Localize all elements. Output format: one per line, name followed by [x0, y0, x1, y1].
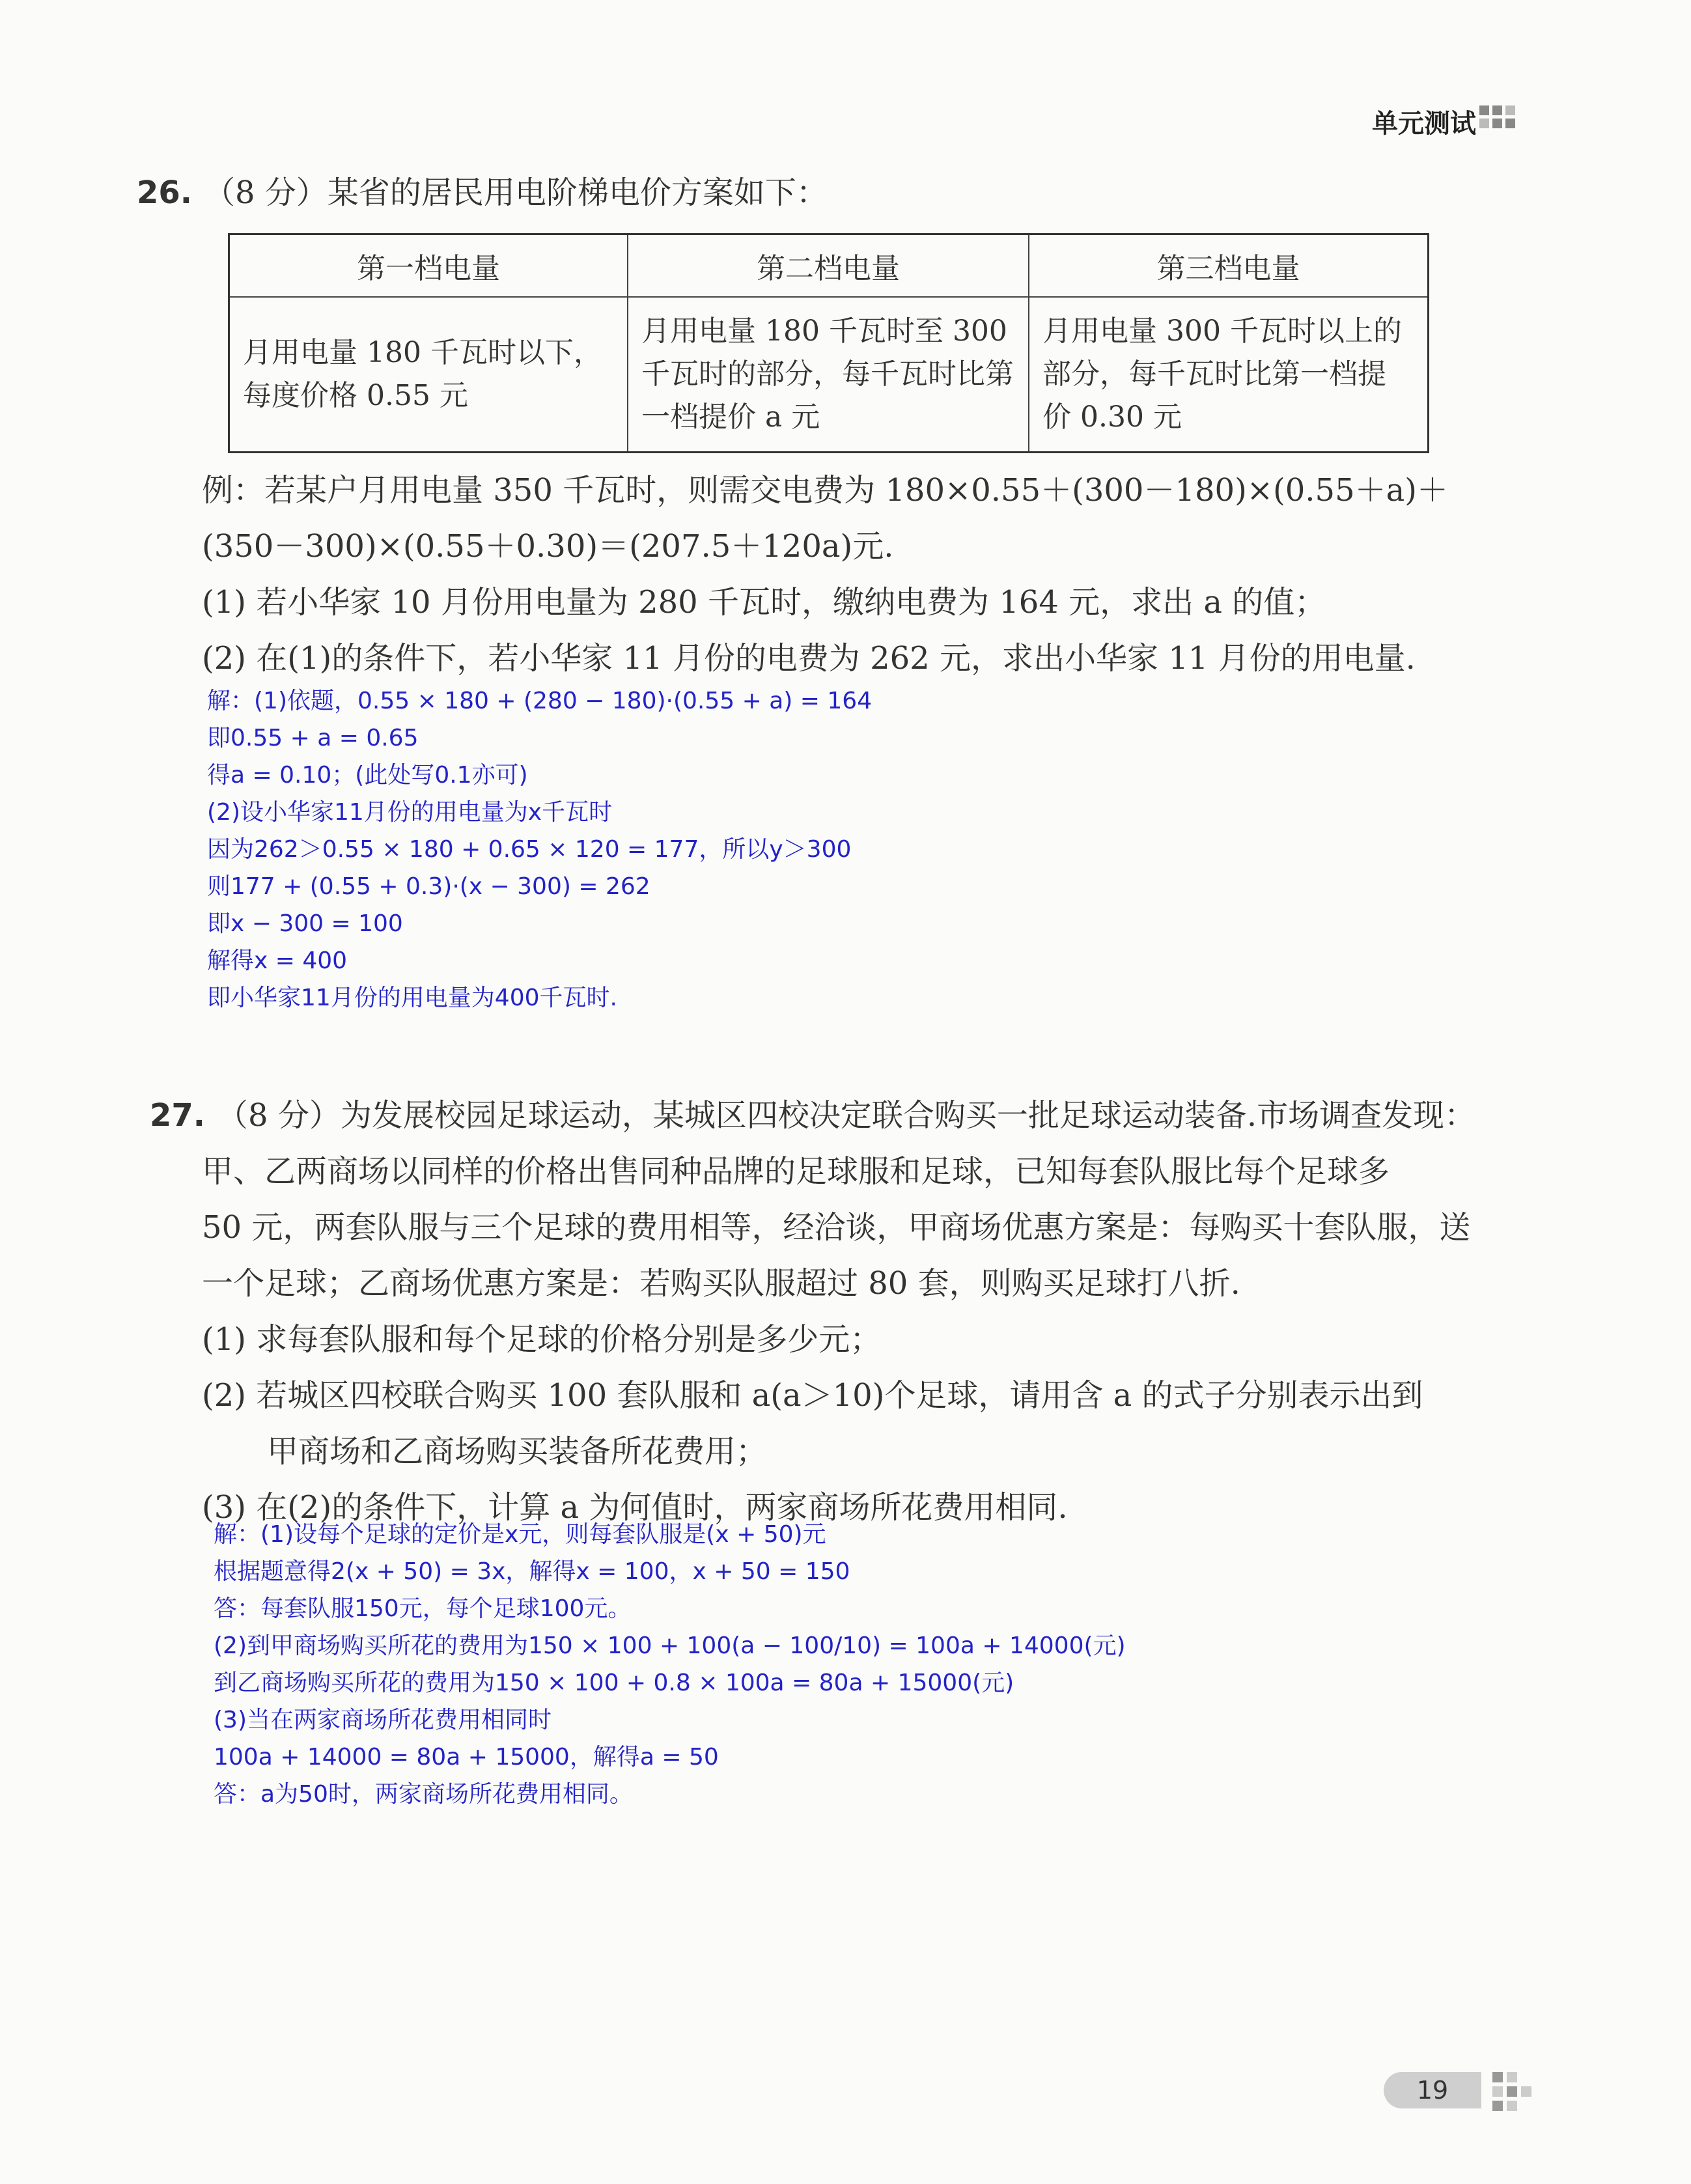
problem-stem: （8 分）某省的居民用电阶梯电价方案如下： — [204, 175, 828, 211]
solution-line: 解：(1)依题，0.55 × 180 + (280 − 180)·(0.55 + a) = 164 — [207, 688, 873, 714]
solution-line: 解：(1)设每个足球的定价是x元，则每套队服是(x + 50)元 — [214, 1521, 826, 1548]
unit-test-header: 单元测试 — [1372, 109, 1476, 139]
solution-26 — [207, 682, 872, 1016]
problem-stem: （8 分）为发展校园足球运动，某城区四校决定联合购买一批足球运动装备.市场调查发现： — [217, 1097, 1476, 1134]
table-row — [229, 297, 1429, 453]
solution-line: 答：每套队服150元，每个足球100元。 — [214, 1595, 632, 1622]
solution-line: 因为262＞0.55 × 180 + 0.65 × 120 = 177，所以y＞300 — [207, 836, 852, 863]
example-line: 例：若某户月用电量 350 千瓦时，则需交电费为 180×0.55＋(300－180)×(0.55＋a)＋ — [202, 472, 1448, 509]
solution-line: (2)设小华家11月份的用电量为x千瓦时 — [207, 799, 613, 826]
problem-27 — [137, 1087, 1476, 1535]
solution-line: 得a = 0.10；(此处写0.1亦可) — [207, 762, 528, 789]
table-cell: 月用电量 180 千瓦时以下，每度价格 0.55 元 — [229, 297, 628, 453]
problem-stem: 甲、乙两商场以同样的价格出售同种品牌的足球服和足球，已知每套队服比每个足球多 — [202, 1153, 1390, 1190]
page-number: 19 — [1384, 2072, 1481, 2108]
solution-27 — [214, 1516, 1126, 1813]
solution-line: 根据题意得2(x + 50) = 3x，解得x = 100，x + 50 = 150 — [214, 1558, 850, 1585]
table-header: 第一档电量 — [229, 234, 628, 298]
question-3: (3) 在(2)的条件下，计算 a 为何值时，两家商场所花费用相同. — [202, 1489, 1068, 1526]
problem-26 — [137, 166, 1476, 219]
problem-number: 26. — [137, 175, 193, 211]
solution-line: 到乙商场购买所花的费用为150 × 100 + 0.8 × 100a = 80a + 15000(元) — [214, 1670, 1014, 1696]
example-line: (350－300)×(0.55＋0.30)＝(207.5＋120a)元. — [202, 528, 894, 565]
tariff-table — [228, 233, 1429, 453]
problem-number: 27. — [150, 1097, 206, 1134]
solution-line: (2)到甲商场购买所花的费用为150 × 100 + 100(a − 100/10) = 100a + 14000(元) — [214, 1632, 1126, 1659]
problem-stem: 50 元，两套队服与三个足球的费用相等，经洽谈，甲商场优惠方案是：每购买十套队服，送 — [202, 1209, 1471, 1246]
solution-line: 解得x = 400 — [207, 947, 348, 974]
header-decoration-icon — [1479, 105, 1515, 128]
table-header: 第三档电量 — [1029, 234, 1429, 298]
solution-line: 100a + 14000 = 80a + 15000，解得a = 50 — [214, 1744, 719, 1771]
solution-line: 答：a为50时，两家商场所花费用相同。 — [214, 1781, 633, 1808]
question-1: (1) 求每套队服和每个足球的价格分别是多少元； — [202, 1321, 882, 1358]
solution-line: 即x − 300 = 100 — [207, 910, 403, 937]
question-1: (1) 若小华家 10 月份用电量为 280 千瓦时，缴纳电费为 164 元，求出 a 的值； — [202, 584, 1326, 621]
solution-line: 即0.55 + a = 0.65 — [207, 725, 419, 751]
question-2-cont: 甲商场和乙商场购买装备所花费用； — [267, 1433, 768, 1470]
table-header-row — [229, 234, 1429, 298]
footer-decoration-icon — [1492, 2072, 1531, 2111]
problem-stem: 一个足球；乙商场优惠方案是：若购买队服超过 80 套，则购买足球打八折. — [202, 1265, 1240, 1302]
solution-line: (3)当在两家商场所花费用相同时 — [214, 1707, 552, 1733]
solution-line: 则177 + (0.55 + 0.3)·(x − 300) = 262 — [207, 873, 650, 900]
table-cell: 月用电量 180 千瓦时至 300 千瓦时的部分，每千瓦时比第一档提价 a 元 — [628, 297, 1029, 453]
table-cell: 月用电量 300 千瓦时以上的部分，每千瓦时比第一档提价 0.30 元 — [1029, 297, 1429, 453]
problem-26-body — [137, 462, 1476, 686]
solution-line: 即小华家11月份的用电量为400千瓦时. — [207, 985, 617, 1011]
question-2: (2) 若城区四校联合购买 100 套队服和 a(a＞10)个足球，请用含 a 的式子分别表示出到 — [202, 1377, 1423, 1414]
question-2: (2) 在(1)的条件下，若小华家 11 月份的电费为 262 元，求出小华家 11 月份的用电量. — [202, 640, 1416, 677]
table-header: 第二档电量 — [628, 234, 1029, 298]
